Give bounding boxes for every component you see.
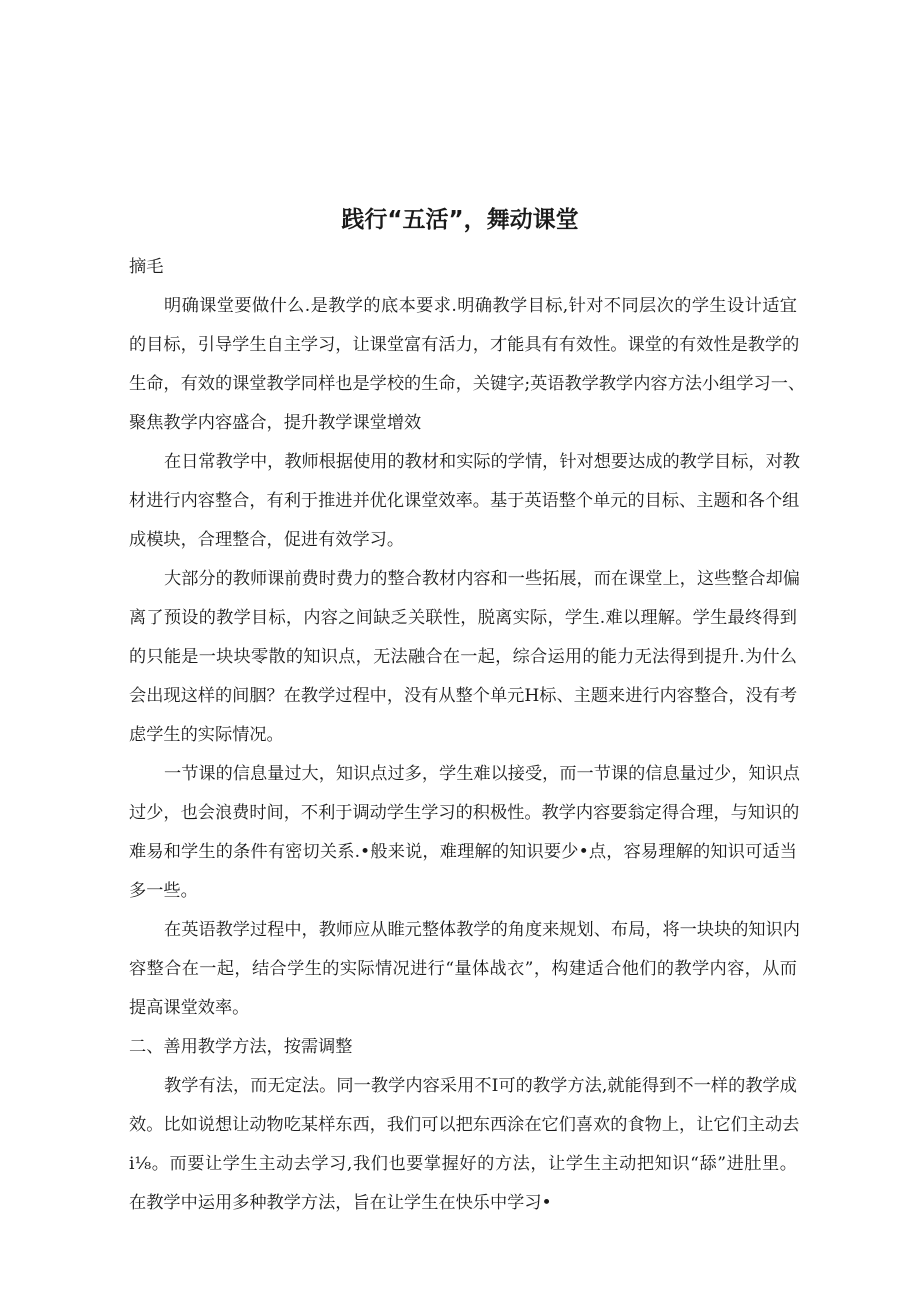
paragraph-line: 教学有法，而无定法。同一教学内容采用不I可的教学方法,就能得到不一样的教学成 xyxy=(164,1076,797,1096)
paragraph-line: 一节课的信息量过大，知识点过多，学生难以接受，而一节课的信息量过少，知识点 xyxy=(164,764,800,784)
paragraph-2 xyxy=(129,451,800,552)
paragraph-line: 成模块，合理整合，促进有效学习。 xyxy=(129,530,405,550)
paragraph-5 xyxy=(129,919,800,1020)
paragraph-line: 容整合在一起，结合学生的实际情况进行“量体战衣”，构建适合他们的教学内容，从而 xyxy=(129,959,797,979)
paragraph-line: 生命，有效的课堂教学同样也是学校的生命，关键字;英语教学教学内容方法小组学习一、 xyxy=(129,374,806,394)
abstract-label: 摘毛 xyxy=(129,257,164,277)
paragraph-line: 难易和学生的条件有密切关系.•般来说，难理解的知识要少•点，容易理解的知识可适当 xyxy=(129,842,797,862)
paragraph-line: 在日常教学中，教师根据使用的教材和实际的学情，针对想要达成的教学目标，对教 xyxy=(164,452,800,472)
document-title: 践行“五活”，舞动课堂 xyxy=(341,207,579,233)
document-body xyxy=(129,256,806,1215)
paragraph-line: 的只能是一块块零散的知识点，无法融合在一起，综合运用的能力无法得到提升.为什么 xyxy=(129,647,797,667)
paragraph-line: i⅛。而要让学生主动去学习,我们也要掌握好的方法，让学生主动把知识“舔”进肚里。 xyxy=(129,1154,797,1174)
paragraph-line: 的目标，引导学生自主学习，让课堂富有活力，才能具有有效性。课堂的有效性是教学的 xyxy=(129,335,800,355)
paragraph-3 xyxy=(129,568,800,747)
paragraph-line: 过少，也会浪费时间，不利于调动学生学习的积极性。教学内容要翁定得合理，与知识的 xyxy=(129,803,800,823)
paragraph-line: 效。比如说想让动物吃某样东西，我们可以把东西涂在它们喜欢的食物上，让它们主动去 xyxy=(129,1115,800,1135)
paragraph-line: 虑学生的实际情况。 xyxy=(129,725,284,745)
paragraph-4 xyxy=(129,763,800,903)
paragraph-line: 明确课堂要做什么.是教学的底本要求.明确教学目标,针对不同层次的学生设计适宜 xyxy=(164,296,797,316)
paragraph-1 xyxy=(129,295,806,435)
paragraph-line: 在教学中运用多种教学方法，旨在让学生在快乐中学习• xyxy=(129,1193,552,1213)
paragraph-line: 多一些。 xyxy=(129,881,198,901)
paragraph-line: 在英语教学过程中，教师应从睢元整体教学的角度来规划、布局，将一块块的知识内 xyxy=(164,920,800,940)
paragraph-line: 材进行内容整合，有利于推进并优化课堂效率。基于英语整个单元的目标、主题和各个组 xyxy=(129,491,800,511)
paragraph-line: 聚焦教学内容盛合，提升教学课堂增效 xyxy=(129,413,422,433)
paragraph-line: 提高课堂效率。 xyxy=(129,998,250,1018)
paragraph-line: 会出现这样的间胭？在教学过程中，没有从整个单元H标、主题来进行内容整合，没有考 xyxy=(129,686,798,706)
paragraph-line: 大部分的教师课前费时费力的整合教材内容和一些拓展，而在课堂上，这些整合却偏 xyxy=(164,569,800,589)
section-two-heading: 二、善用教学方法，按需调整 xyxy=(129,1037,353,1057)
section-two-paragraph xyxy=(129,1075,800,1215)
paragraph-line: 离了预设的教学目标，内容之间缺乏关联性，脱离实际，学生.难以理解。学生最终得到 xyxy=(129,608,797,628)
